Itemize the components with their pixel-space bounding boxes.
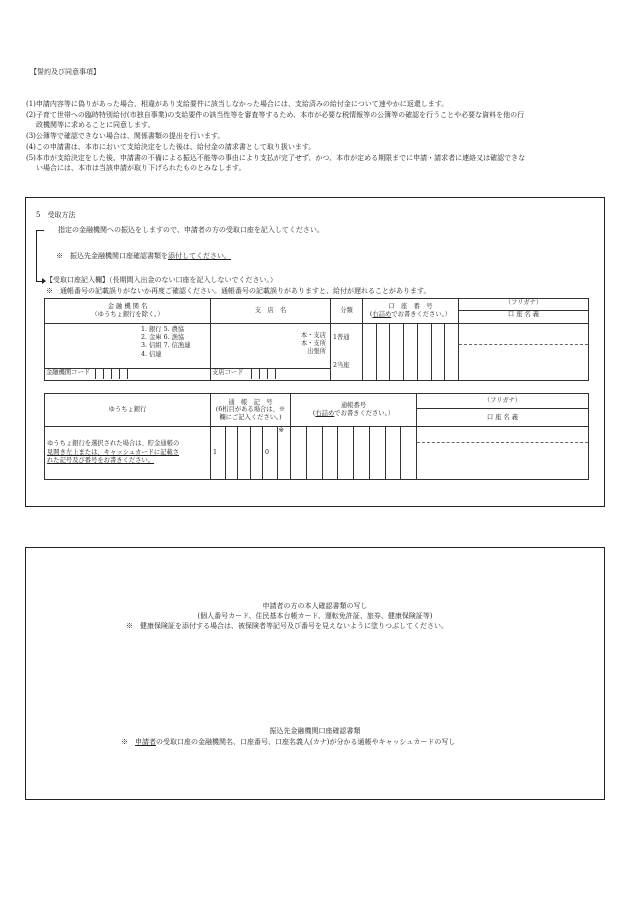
institution-input-cell[interactable] [45, 324, 211, 381]
yucho-note-cell [45, 427, 211, 480]
type-input-cell[interactable] [331, 324, 363, 381]
account-number-label: 口 座 番 号 [388, 303, 433, 311]
attach-note [56, 252, 231, 261]
bank-docs-note-rest: の受取口座の金融機関名、口座番号、口座名義人(カナ)が分かる通帳やキャッシュカードの写し [156, 738, 456, 746]
pledge-item-5: (5)本市が支給決定をした後、申請書の不備による振込不能等の事由により支払が完了せず、かつ、本市が定める期限までに申請・請求者に連絡又は確認できな [26, 154, 526, 162]
account-number-sub: (右詰めでお書きください。） [369, 311, 452, 318]
account-number-header [363, 299, 459, 324]
account-number-cells[interactable] [363, 324, 459, 381]
branch-input-cell[interactable] [211, 324, 331, 381]
yucho-symbol-digit-5: 0 [263, 427, 278, 479]
branch-type-2[interactable]: 本・支所 [300, 339, 326, 347]
yucho-number-sub: (右詰めでお書きください。） [312, 410, 395, 417]
id-docs-examples: (個人番号カード、住民基本台帳カード、運転免許証、旅券、健康保険証等) [197, 612, 433, 620]
yucho-symbol-sub: (6桁目がある場合は、※欄にご記入ください。) [215, 406, 286, 421]
pledge-item-1: (1)申請内容等に偽りがあった場合、相違があり支給要件に該当しなかった場合には、支給済みの給付金について速やかに返還します。 [26, 100, 449, 108]
branch-type-list [301, 332, 326, 356]
pledge-item-5-cont: い場合には、本市は当該申請が取り下げられたものとみなします。 [36, 164, 246, 172]
type-current[interactable]: 2当座 [333, 362, 350, 369]
pledge-heading: 【誓約及び同意事項】 [30, 68, 100, 76]
yucho-symbol-digit-1: 1 [211, 427, 226, 479]
pledge-item-2: (2)子育て世帯への臨時特別給付(市独自事業)の支給要件の該当性等を審査等するため、本市が必要な税情報等の公簿等の確認を行うことや必要な資料を他の行 [26, 111, 525, 119]
bank-docs-note [121, 738, 455, 747]
inst-type-3[interactable]: 3. 信組 7. 信漁連 [141, 342, 191, 350]
yucho-holder-label: 口 座 名 義 [417, 408, 588, 426]
receipt-section-title: 5 受取方法 [36, 211, 76, 219]
institution-label: 金 融 機 関 名 [107, 303, 148, 311]
bank-account-table [44, 298, 589, 381]
bank-docs-title: 振込先金融機関口座確認書類 [269, 727, 361, 735]
institution-sub: （ゆうちょ銀行を除く。） [91, 311, 164, 318]
institution-code-row [45, 368, 210, 380]
yucho-number-label: 通帳番号 [340, 402, 367, 410]
yucho-note-line-3: れた記号及び番号をお書きください。 [47, 457, 155, 465]
branch-code-label: 支店コード [212, 369, 244, 376]
branch-code-row [211, 368, 330, 380]
yucho-holder-name-input[interactable] [417, 442, 588, 479]
yucho-furigana-label: （フリガナ） [483, 397, 522, 404]
yucho-symbol-mark: ※ [278, 427, 284, 434]
account-number-boxes[interactable] [363, 324, 458, 380]
account-heading: 【受取口座記入欄】（長期間入出金のない口座を記入しないでください。） [46, 276, 277, 284]
yucho-right-align-word: 右詰め [315, 410, 335, 417]
inst-type-1[interactable]: 1. 銀行 5. 農協 [141, 326, 185, 333]
inst-type-2[interactable]: 2. 金庫 6. 漁協 [141, 334, 185, 342]
holder-label: 口 座 名 義 [459, 310, 588, 323]
yucho-holder-header [417, 394, 589, 427]
institution-header [45, 299, 211, 324]
yucho-bank-label: ゆうちょ銀行 [45, 394, 211, 427]
yucho-holder-input-cell[interactable] [417, 427, 589, 480]
yucho-symbol-header [211, 394, 291, 427]
holder-furigana-input[interactable] [459, 324, 588, 344]
yucho-number-sub-rest: でお書きください。） [334, 410, 395, 417]
yucho-account-table [44, 393, 589, 480]
bank-docs-note-prefix: ※ [121, 738, 135, 746]
account-right-align-word: 右詰め [372, 311, 392, 318]
pledge-item-3: (3)公簿等で確認できない場合は、関係書類の提出を行います。 [26, 132, 225, 140]
bank-docs-note-applicant: 申請者 [135, 738, 156, 746]
yucho-number-boxes[interactable] [291, 427, 416, 479]
holder-furigana-label: （フリガナ） [504, 299, 543, 306]
institution-code-boxes[interactable] [95, 369, 135, 379]
inst-type-4[interactable]: 4. 信連 [141, 350, 162, 358]
branch-type-1[interactable]: 本・支店 [300, 332, 326, 339]
holder-name-input[interactable] [459, 344, 588, 380]
id-docs-note: ※ 健康保険証を添付する場合は、被保険者等記号及び番号を見えないように塗りつぶしてください。 [126, 622, 448, 630]
branch-type-3[interactable]: 出張所 [307, 347, 326, 355]
yucho-note-line-1: ゆうちょ銀行を選択された場合は、貯金通帳の [47, 440, 180, 448]
type-ordinary[interactable]: 1普通 [333, 334, 350, 341]
documents-box [25, 547, 605, 800]
yucho-symbol-cells[interactable] [211, 427, 291, 480]
institution-code-label: 金融機関コード [46, 369, 91, 376]
id-docs-title: 申請者の方の本人確認書類の写し [262, 602, 368, 610]
yucho-number-cells[interactable] [291, 427, 417, 480]
account-caution: ※ 通帳番号の記載誤りがないか再度ご確認ください。通帳番号の記載誤りがありますと、給付が遅れることがあります。 [46, 287, 431, 295]
receipt-instruction: 指定の金融機関への振込をしますので、申請者の方の受取口座を記入してください。 [58, 226, 324, 234]
holder-input-cell[interactable] [459, 324, 589, 381]
pledge-item-2-cont: 政機関等に求めることに同意します。 [36, 121, 155, 129]
yucho-number-header [291, 394, 417, 427]
yucho-note-line-2: 見開き左上または、キャッシュカードに記載さ [47, 448, 180, 456]
type-header: 分類 [331, 299, 363, 324]
attach-note-underlined: 添付してください。 [168, 252, 231, 260]
yucho-furigana-input[interactable] [417, 427, 588, 442]
branch-header: 支 店 名 [211, 299, 331, 324]
account-sub-rest: でお書きください。） [391, 311, 452, 318]
bracket-arrow-icon [36, 230, 44, 282]
holder-header [459, 299, 589, 324]
pledge-item-4: (4)この申請書は、本市において支給決定をした後は、給付金の請求書として取り扱います。 [26, 143, 316, 151]
attach-note-prefix: ※ 振込先金融機関口座確認書類を [56, 252, 168, 260]
yucho-symbol-boxes[interactable] [211, 427, 290, 479]
yucho-symbol-label: 通 帳 記 号 [228, 398, 273, 406]
branch-code-boxes[interactable] [251, 369, 283, 379]
institution-type-list [141, 326, 191, 359]
